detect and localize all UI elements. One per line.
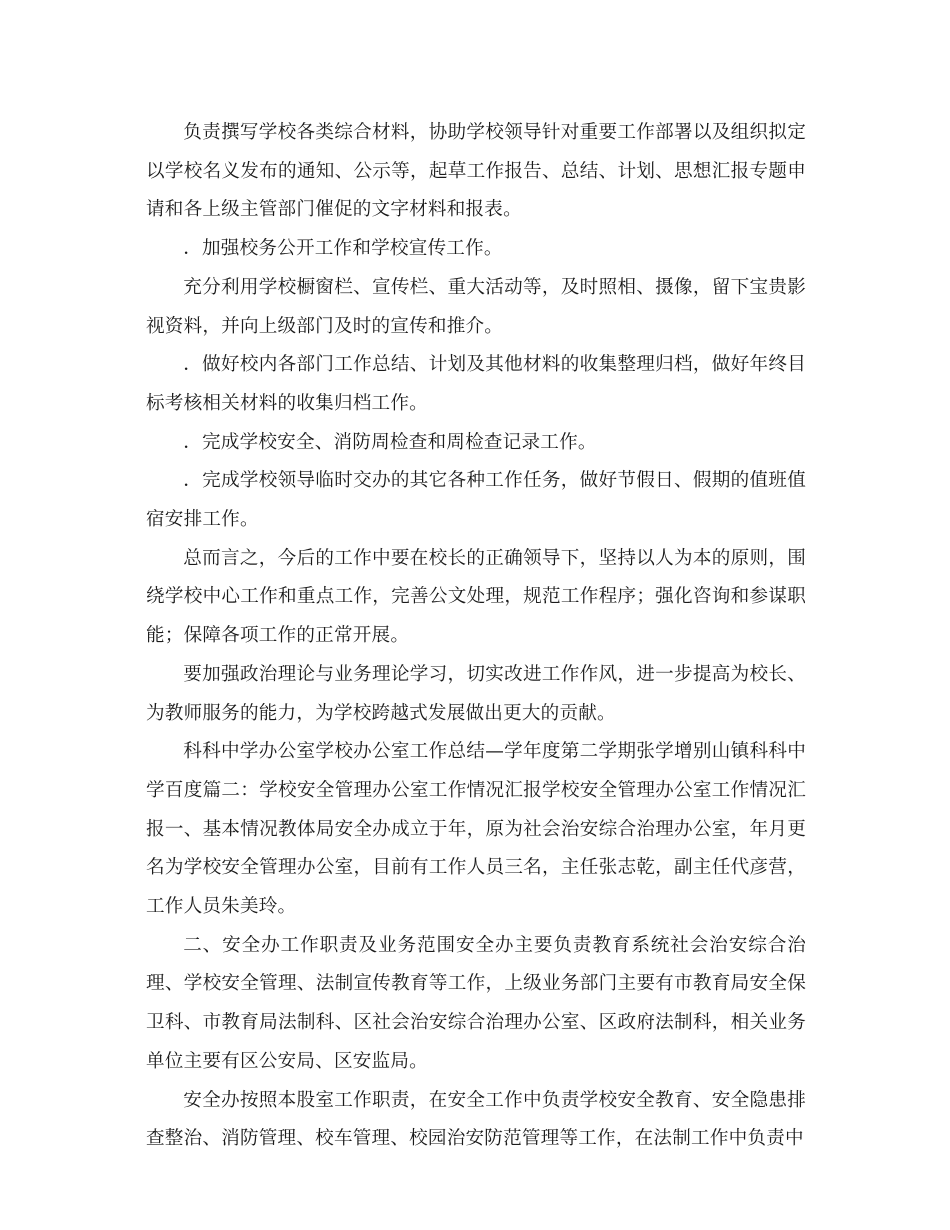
paragraph: 要加强政治理论与业务理论学习，切实改进工作作风，进一步提高为校长、为教师服务的能力，为学校跨越式发展做出更大的贡献。: [146, 663, 806, 724]
paragraph: 充分利用学校橱窗栏、宣传栏、重大活动等，及时照相、摄像，留下宝贵影视资料，并向上级部门及时的宣传和推介。: [146, 276, 806, 337]
paragraph: 科科中学办公室学校办公室工作总结—学年度第二学期张学增别山镇科科中学百度篇二：学校安全管理办公室工作情况汇报学校安全管理办公室工作情况汇报一、基本情况教体局安全办成立于年，原为社会治安综合治理办公室，年月更名为学校安全管理办公室，目前有工作人员三名，主任张志乾，副主任代彦营，工作人员朱美玲。: [146, 741, 806, 918]
paragraph: ．完成学校领导临时交办的其它各种工作任务，做好节假日、假期的值班值宿安排工作。: [146, 470, 806, 531]
paragraph: ．加强校务公开工作和学校宣传工作。: [183, 238, 503, 260]
paragraph: 安全办按照本股室工作职责，在安全工作中负责学校安全教育、安全隐患排查整治、消防管理、校车管理、校园治安防范管理等工作，在法制工作中负责中: [146, 1089, 806, 1150]
paragraph: ．完成学校安全、消防周检查和周检查记录工作。: [183, 431, 597, 453]
paragraph: 负责撰写学校各类综合材料，协助学校领导针对重要工作部署以及组织拟定以学校名义发布的通知、公示等，起草工作报告、总结、计划、思想汇报专题申请和各上级主管部门催促的文字材料和报表。: [146, 122, 806, 221]
paragraph: 二、安全办工作职责及业务范围安全办主要负责教育系统社会治安综合治理、学校安全管理、法制宣传教育等工作，上级业务部门主要有市教育局安全保卫科、市教育局法制科、区社会治安综合治理办公室、区政府法制科，相关业务单位主要有区公安局、区安监局。: [146, 934, 806, 1072]
document-body: [146, 114, 806, 1159]
paragraph: ．做好校内各部门工作总结、计划及其他材料的收集整理归档，做好年终目标考核相关材料的收集归档工作。: [146, 354, 806, 414]
paragraph: 总而言之，今后的工作中要在校长的正确领导下，坚持以人为本的原则，围绕学校中心工作和重点工作，完善公文处理，规范工作程序；强化咨询和参谋职能；保障各项工作的正常开展。: [146, 547, 806, 647]
